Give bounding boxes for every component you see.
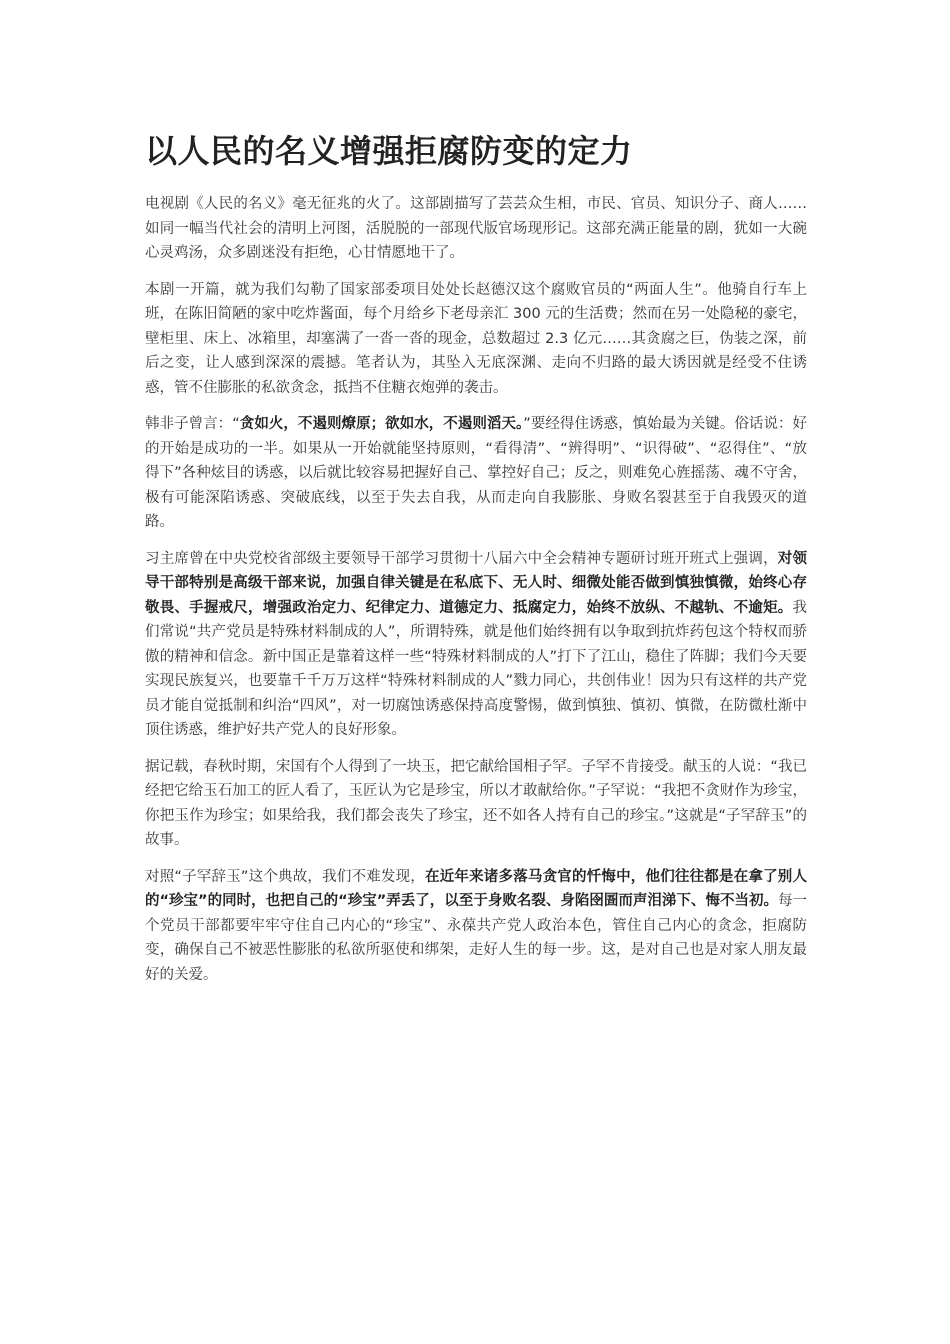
paragraph-text: ”要经得住诱惑，慎始最为关键。俗话说：好的开始是成功的一半。如果从一开始就能坚持原则，“看得清”、“辨得明”、“识得破”、“忍得住”、“放得下”各种炫目的诱惑，以后就比较容易把握好自己、掌控好自己；反之，则难免心旌摇荡、魂不守舍，极有可能深陷诱惑、突破底线，以至于失去自我，从而走向自我膨胀、身败名裂甚至于自我毁灭的道路。 [145,416,808,530]
article-body [145,192,807,987]
article-title: 以人民的名义增强拒腐防变的定力 [145,132,633,170]
emphasized-text: 在近年来诸多落马贪官的忏悔中，他们往往都是在拿了别人的“珍宝”的同时，也把自己的“珍宝”弄丢了，以至于身败名裂、身陷囹圄而声泪涕下、悔不当初。 [145,868,807,909]
article [145,128,807,999]
paragraph-text: 据记载，春秋时期，宋国有个人得到了一块玉，把它献给国相子罕。子罕不肯接受。献玉的人说：“我已经把它给玉石加工的匠人看了，玉匠认为它是珍宝，所以才敢献给你。”子罕说：“我把不贪财作为珍宝，你把玉作为珍宝；如果给我，我们都会丧失了珍宝，还不如各人持有自己的珍宝。”这就是“子罕辞玉”的故事。 [145,758,807,848]
article-paragraph [145,412,807,535]
emphasized-text: 贪如火，不遏则燎原；欲如水，不遏则滔天。 [239,416,524,432]
article-paragraph [145,865,807,988]
paragraph-text: 我们常说“共产党员是特殊材料制成的人”，所谓特殊，就是他们始终拥有以争取到抗炸药包这个特权而骄傲的精神和信念。新中国正是靠着这样一些“特殊材料制成的人”打下了江山，稳住了阵脚；我们今天要实现民族复兴，也要靠千千万万这样“特殊材料制成的人”戮力同心，共创伟业！因为只有这样的共产党员才能自觉抵制和纠治“四风”，对一切腐蚀诱惑保持高度警惕，做到慎独、慎初、慎微，在防微杜渐中顶住诱惑，维护好共产党人的良好形象。 [145,599,807,738]
article-paragraph [145,755,807,853]
paragraph-text: 对照“子罕辞玉”这个典故，我们不难发现， [145,868,426,885]
paragraph-text: 本剧一开篇，就为我们勾勒了国家部委项目处处长赵德汉这个腐败官员的“两面人生”。他骑自行车上班，在陈旧简陋的家中吃炸酱面，每个月给乡下老母亲汇 300 元的生活费；然而在另一处隐秘的豪宅，壁柜里、床上、冰箱里，却塞满了一沓一沓的现金，总数超过 2.3 亿元……其贪腐之巨，伪装之深，前后之变，让人感到深深的震撼。笔者认为，其坠入无底深渊、走向不归路的最大诱因就是经受不住诱惑，管不住膨胀的私欲贪念，抵挡不住糖衣炮弹的袭击。 [145,281,807,396]
paragraph-text: 韩非子曾言：“ [145,416,240,432]
article-paragraph [145,192,807,266]
paragraph-text: 习主席曾在中央党校省部级主要领导干部学习贯彻十八届六中全会精神专题研讨班开班式上强调， [145,550,778,567]
paragraph-text: 电视剧《人民的名义》毫无征兆的火了。这部剧描写了芸芸众生相，市民、官员、知识分子、商人……如同一幅当代社会的清明上河图，活脱脱的一部现代版官场现形记。这部充满正能量的剧，犹如一大碗心灵鸡汤，众多剧迷没有拒绝，心甘情愿地干了。 [145,196,807,261]
emphasized-text: 对领导干部特别是高级干部来说，加强自律关键是在私底下、无人时、细微处能否做到慎独慎微，始终心存敬畏、手握戒尺，增强政治定力、纪律定力、道德定力、抵腐定力，始终不放纵、不越轨、不逾矩。 [145,550,807,616]
article-paragraph [145,278,807,401]
article-paragraph [145,547,807,743]
paragraph-text: 每一个党员干部都要牢牢守住自己内心的“珍宝”、永葆共产党人政治本色，管住自己内心的贪念，拒腐防变，确保自己不被恶性膨胀的私欲所驱使和绑架，走好人生的每一步。这，是对自己也是对家人朋友最好的关爱。 [145,893,807,983]
